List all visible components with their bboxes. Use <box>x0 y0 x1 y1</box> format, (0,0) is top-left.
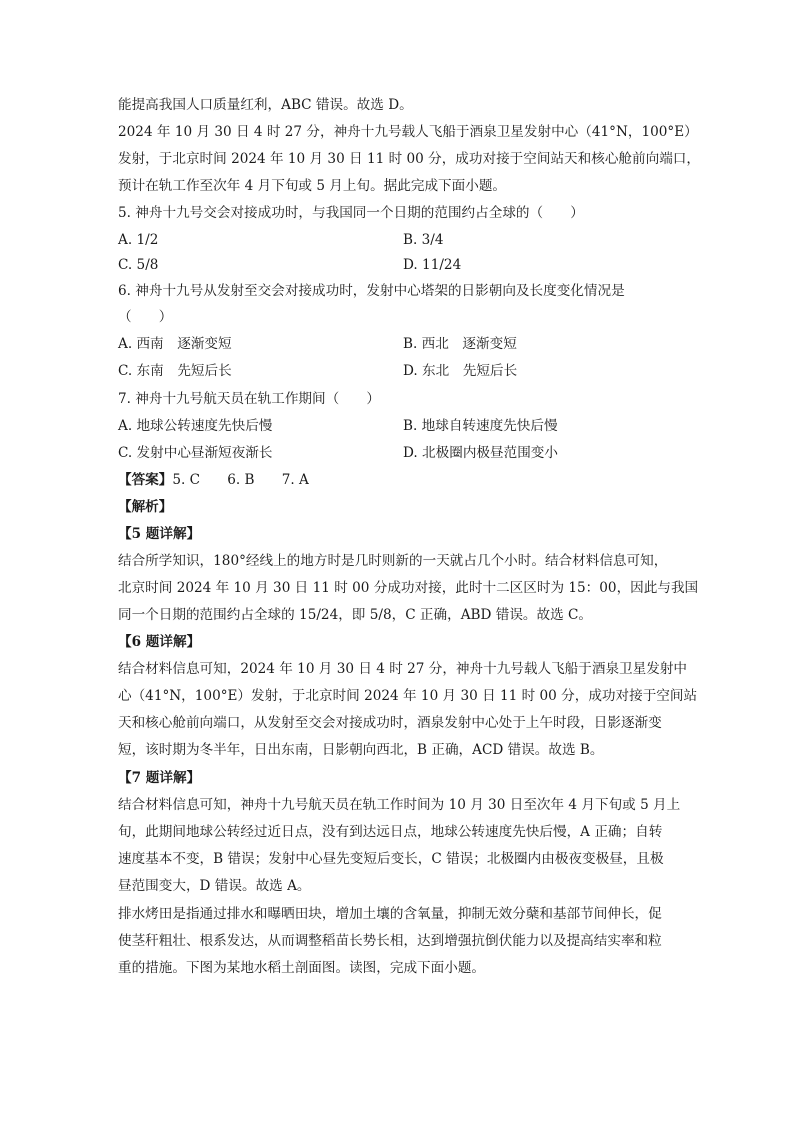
material-2-line: 排水烤田是指通过排水和曝晒田块，增加土壤的含氧量，抑制无效分蘖和基部节间伸长，促 <box>118 906 662 922</box>
detail-6-line: 结合材料信息可知，2024 年 10 月 30 日 4 时 27 分，神舟十九号载人飞船于酒泉卫星发射中 <box>118 661 688 677</box>
detail-6-line: 天和核心舱前向端口，从发射至交会对接成功时，酒泉发射中心处于上午时段，日影逐渐变 <box>118 715 662 731</box>
detail-7-title: 【7 题详解】 <box>118 770 201 786</box>
question-6-stem-cont: （ ） <box>118 309 173 325</box>
material-line: 发射，于北京时间 2024 年 10 月 30 日 11 时 00 分，成功对接于空间站天和核心舱前向端口， <box>118 151 700 167</box>
material-2-line: 重的措施。下图为某地水稻土剖面图。读图，完成下面小题。 <box>118 960 486 976</box>
question-5-stem: 5. 神舟十九号交会对接成功时，与我国同一个日期的范围约占全球的（ ） <box>118 205 584 221</box>
question-6-stem: 6. 神舟十九号从发射至交会对接成功时，发射中心塔架的日影朝向及长度变化情况是 <box>118 283 625 299</box>
q7-option-d: D. 北极圈内极昼范围变小 <box>403 445 558 461</box>
q5-option-b: B. 3/4 <box>403 232 444 248</box>
q5-option-a: A. 1/2 <box>118 232 159 248</box>
q6-option-b: B. 西北 逐渐变短 <box>403 336 517 352</box>
q6-option-c: C. 东南 先短后长 <box>118 363 232 379</box>
q7-option-b: B. 地球自转速度先快后慢 <box>403 418 558 434</box>
answer-row <box>118 470 309 490</box>
question-7-stem: 7. 神舟十九号航天员在轨工作期间（ ） <box>118 391 380 407</box>
q6-option-a: A. 西南 逐渐变短 <box>118 336 232 352</box>
q5-option-c: C. 5/8 <box>118 257 159 273</box>
detail-5-line: 结合所学知识，180°经线上的地方时是几时则新的一天就占几个小时。结合材料信息可知， <box>118 553 668 569</box>
detail-5-line: 同一个日期的范围约占全球的 15/24，即 5/8，C 正确，ABD 错误。故选 C。 <box>118 607 593 623</box>
q5-option-d: D. 11/24 <box>403 257 462 273</box>
detail-7-line: 昼范围变大，D 错误。故选 A。 <box>118 878 311 894</box>
detail-5-line: 北京时间 2024 年 10 月 30 日 11 时 00 分成功对接，此时十二区区时为 15：00，因此与我国 <box>118 580 699 596</box>
material-line: 2024 年 10 月 30 日 4 时 27 分，神舟十九号载人飞船于酒泉卫星发射中心（41°N，100°E） <box>118 124 698 140</box>
analysis-label: 【解析】 <box>118 499 173 515</box>
material-line: 预计在轨工作至次年 4 月下旬或 5 月上旬。据此完成下面小题。 <box>118 178 507 194</box>
q7-option-c: C. 发射中心昼渐短夜渐长 <box>118 445 273 461</box>
q6-option-d: D. 东北 先短后长 <box>403 363 518 379</box>
material-2-line: 使茎秆粗壮、根系发达，从而调整稻苗长势长相，达到增强抗倒伏能力以及提高结实率和粒 <box>118 933 662 949</box>
detail-6-line: 心（41°N，100°E）发射，于北京时间 2024 年 10 月 30 日 11 时 00 分，成功对接于空间站 <box>118 688 698 704</box>
detail-6-line: 短，该时期为冬半年，日出东南，日影朝向西北，B 正确，ACD 错误。故选 B。 <box>118 742 604 758</box>
answer-text: 5. C 6. B 7. A <box>172 472 309 488</box>
detail-7-line: 速度基本不变，B 错误；发射中心昼先变短后变长，C 错误；北极圈内由极夜变极昼，且极 <box>118 851 664 867</box>
detail-7-line: 结合材料信息可知，神舟十九号航天员在轨工作时间为 10 月 30 日至次年 4 月下旬或 5 月上 <box>118 797 681 813</box>
intro-tail: 能提高我国人口质量红利，ABC 错误。故选 D。 <box>118 97 413 113</box>
q7-option-a: A. 地球公转速度先快后慢 <box>118 418 273 434</box>
answer-label: 【答案】 <box>118 472 173 488</box>
detail-6-title: 【6 题详解】 <box>118 634 201 650</box>
detail-5-title: 【5 题详解】 <box>118 526 201 542</box>
detail-7-line: 旬，此期间地球公转经过近日点，没有到达远日点，地球公转速度先快后慢，A 正确；自转 <box>118 824 663 840</box>
